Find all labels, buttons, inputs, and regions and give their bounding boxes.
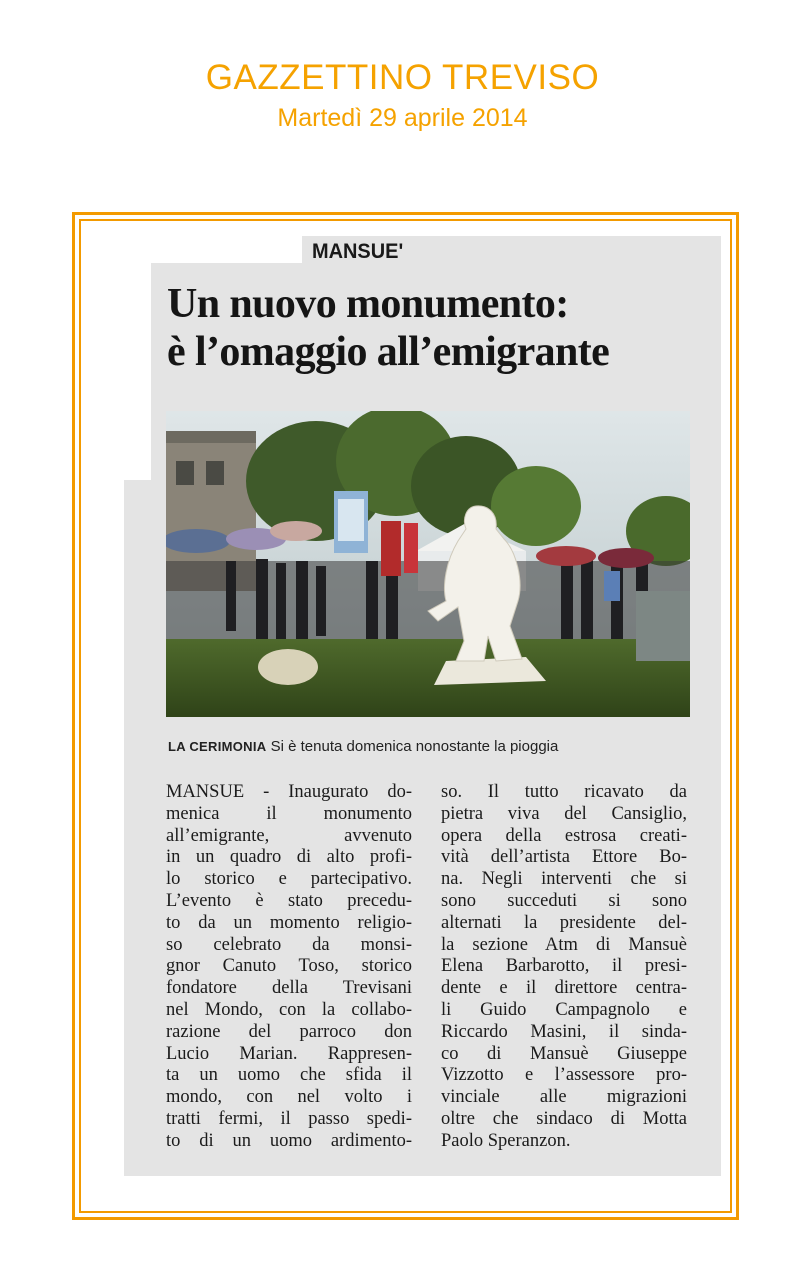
body-line: Elena Barbarotto, il presi-	[441, 956, 687, 977]
body-line: L’evento è stato precedu-	[166, 890, 412, 911]
body-line: so celebrato da monsi-	[166, 934, 412, 955]
body-line: alternati la presidente del-	[441, 912, 687, 933]
body-line: menica il monumento	[166, 803, 412, 824]
photo-caption	[168, 738, 558, 755]
body-line: MANSUE - Inaugurato do-	[166, 782, 412, 802]
body-line: dente e il direttore centra-	[441, 978, 687, 999]
body-line: vità dell’artista Ettore Bo-	[441, 847, 687, 868]
body-line: all’emigrante, avvenuto	[166, 825, 412, 846]
caption-text: Si è tenuta domenica nonostante la pioggia	[270, 738, 559, 755]
body-line: pietra viva del Cansiglio,	[441, 803, 687, 824]
article-body-column-right	[441, 782, 687, 1153]
body-line: ta un uomo che sfida il	[166, 1065, 412, 1086]
caption-label: LA CERIMONIA	[168, 739, 267, 754]
body-line: nel Mondo, con la collabo-	[166, 999, 412, 1020]
body-line: to da un momento religio-	[166, 912, 412, 933]
body-line: razione del parroco don	[166, 1021, 412, 1042]
body-line: Paolo Speranzon.	[441, 1130, 571, 1151]
headline-line: Un nuovo monumento:	[167, 281, 569, 327]
headline-line: è l’omaggio all’emigrante	[167, 329, 610, 375]
masthead-date: Martedì 29 aprile 2014	[277, 104, 528, 132]
body-line: li Guido Campagnolo e	[441, 999, 687, 1020]
body-line: co di Mansuè Giuseppe	[441, 1043, 687, 1064]
body-line: oltre che sindaco di Motta	[441, 1108, 687, 1129]
body-line: gnor Canuto Toso, storico	[166, 956, 412, 977]
masthead-title: GAZZETTINO TREVISO	[205, 58, 600, 97]
body-line: opera della estrosa creati-	[441, 825, 687, 846]
body-line: na. Negli interventi che si	[441, 869, 687, 890]
body-line: in un quadro di alto profi-	[166, 847, 412, 868]
body-line: tratti fermi, il passo spedi-	[166, 1108, 412, 1129]
body-line: vinciale alle migrazioni	[441, 1087, 687, 1108]
body-line: Lucio Marian. Rappresen-	[166, 1043, 412, 1064]
headline	[167, 280, 707, 376]
body-line: so. Il tutto ricavato da	[441, 782, 687, 802]
body-line: fondatore della Trevisani	[166, 978, 412, 999]
body-line: to di un uomo ardimento-	[166, 1130, 412, 1151]
body-line: sono succeduti si sono	[441, 890, 687, 911]
body-line: la sezione Atm di Mansuè	[441, 934, 687, 955]
body-line: lo storico e partecipativo.	[166, 869, 412, 890]
section-tag: MANSUE'	[312, 240, 404, 263]
body-line: mondo, con nel volto i	[166, 1087, 412, 1108]
article-photo	[166, 411, 690, 717]
body-line: Vizzotto e l’assessore pro-	[441, 1065, 687, 1086]
body-line: Riccardo Masini, il sinda-	[441, 1021, 687, 1042]
article-body-column-left	[166, 782, 412, 1153]
